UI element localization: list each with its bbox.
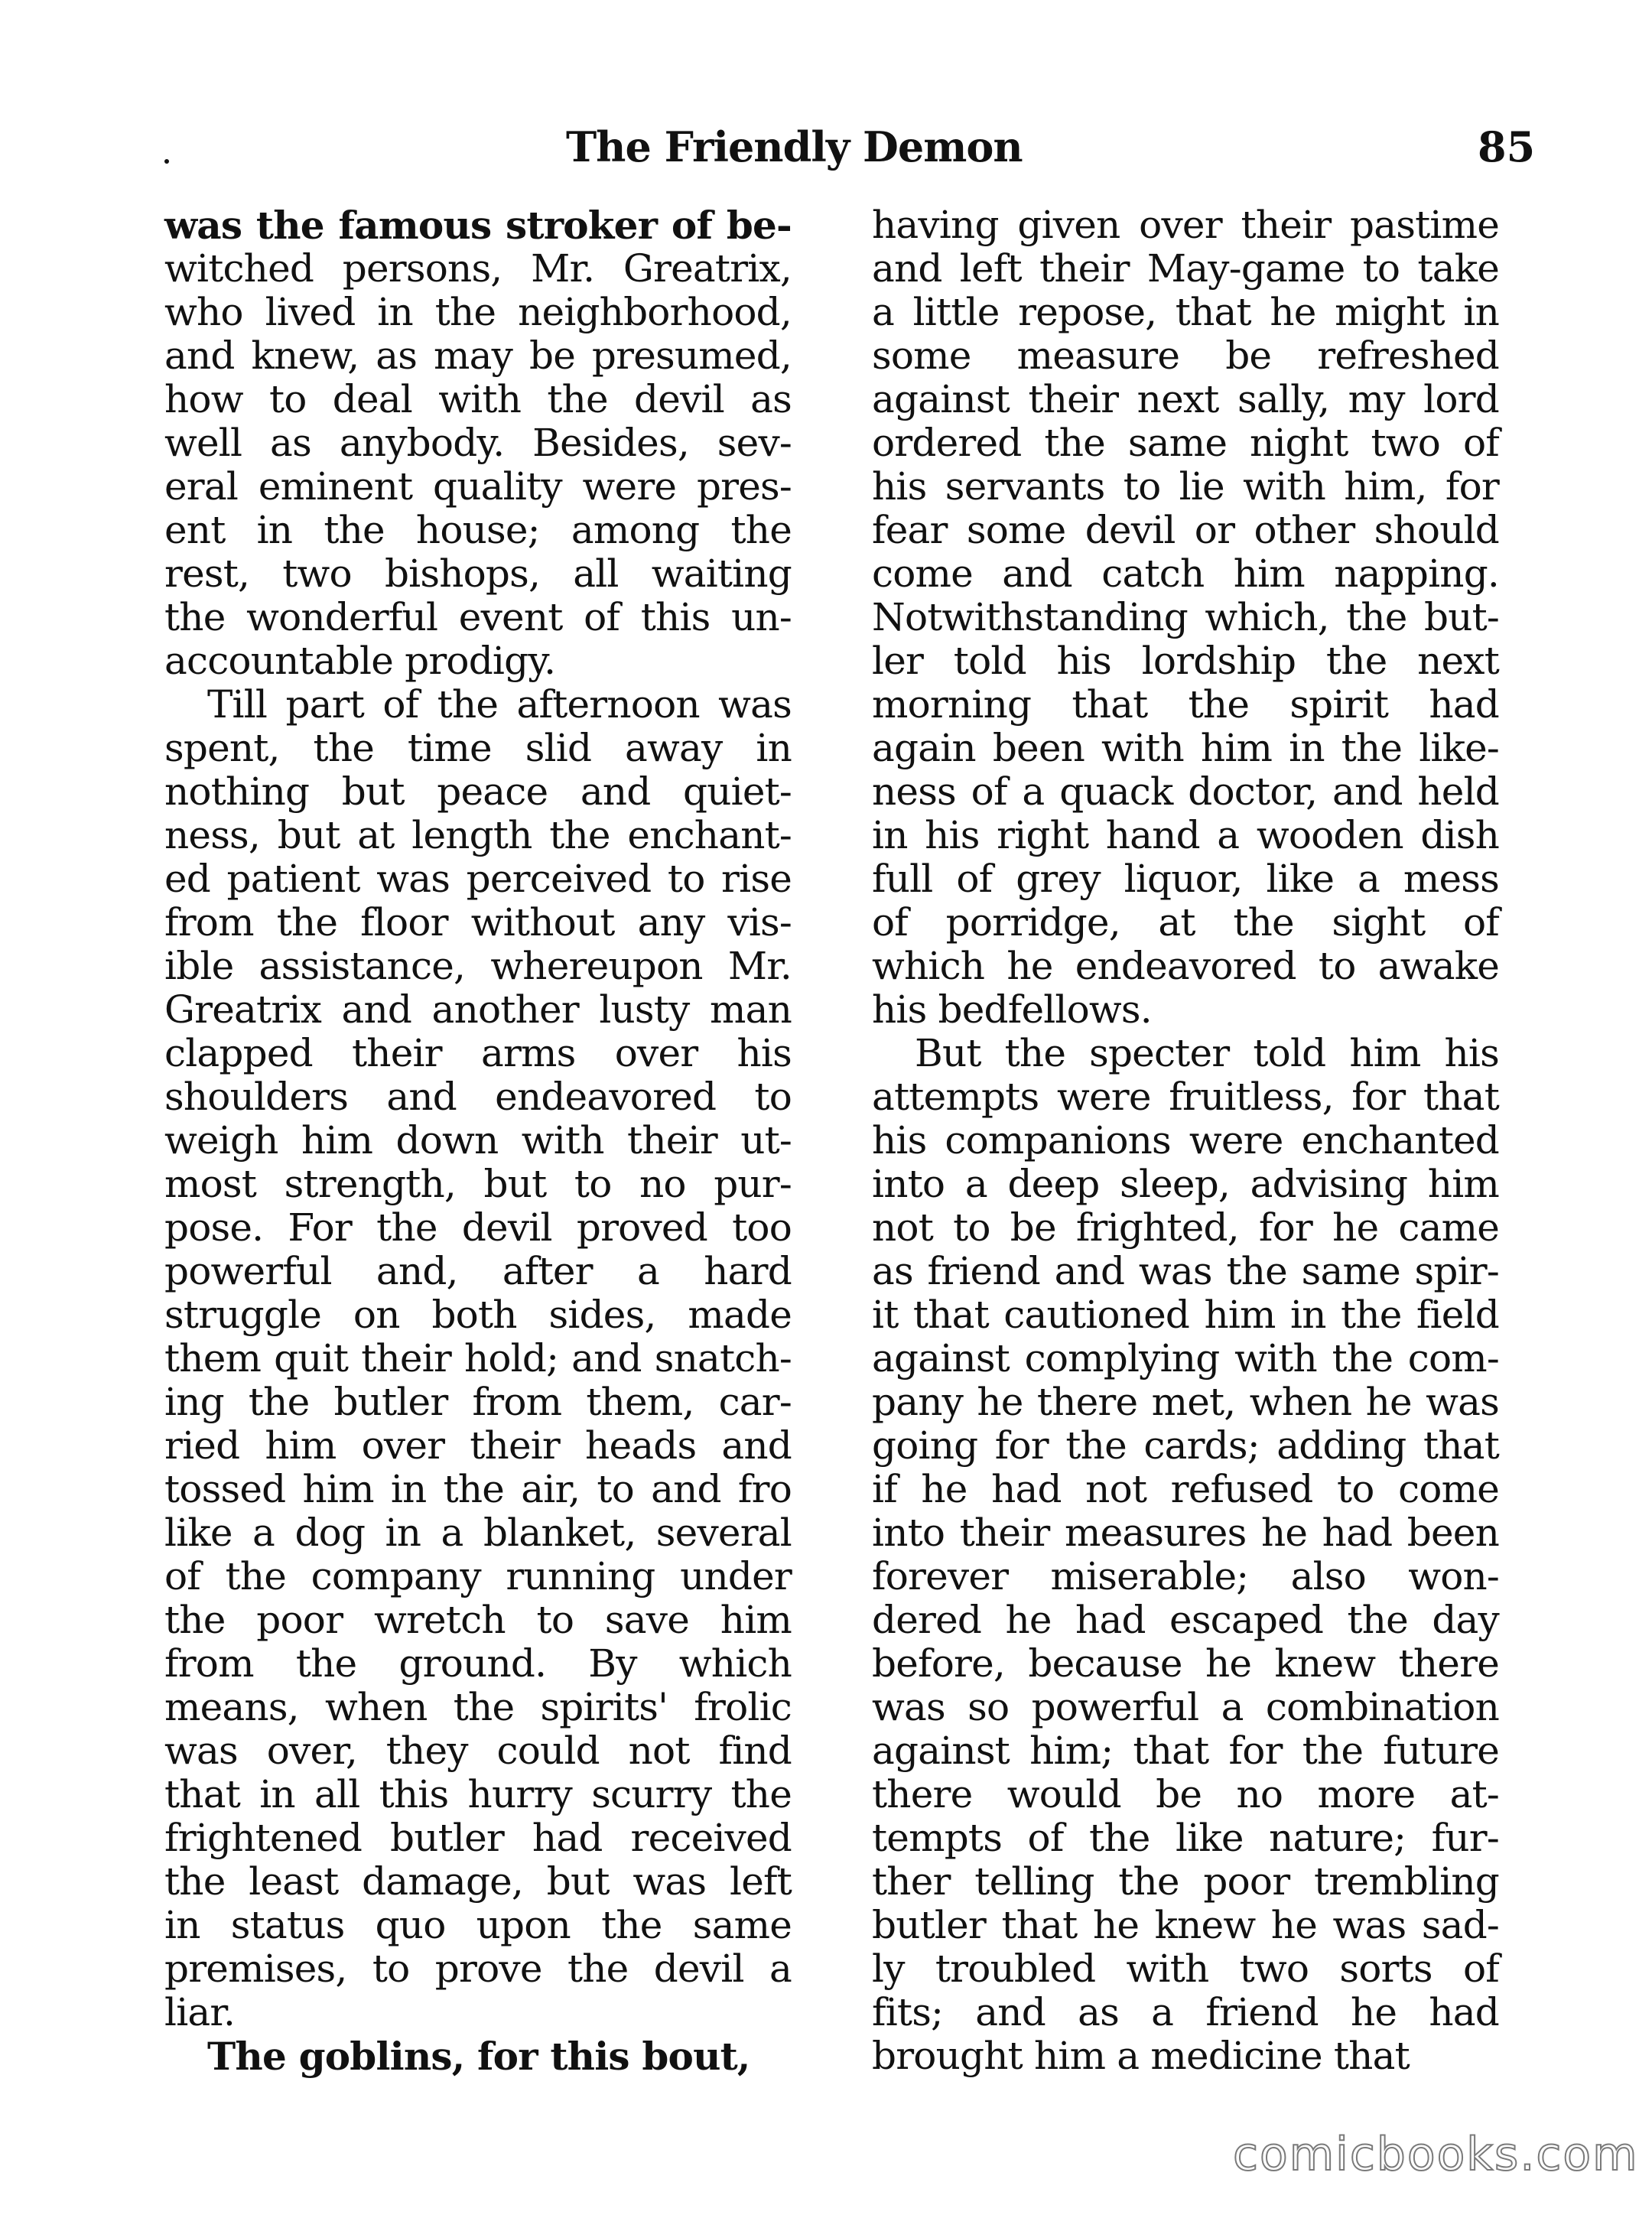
text-line: ing the butler from them, car- — [164, 1380, 792, 1424]
page-number: 85 — [1478, 122, 1536, 171]
text-line: again been with him in the like- — [872, 726, 1499, 770]
text-line: The goblins, for this bout, — [207, 2034, 750, 2079]
text-line: against complying with the com- — [872, 1336, 1499, 1381]
right-column — [872, 203, 1499, 2078]
text-line: ness, but at length the enchant- — [164, 813, 792, 857]
text-line: like a dog in a blanket, several — [164, 1511, 792, 1555]
text-line: not to be frighted, for he came — [872, 1205, 1499, 1250]
text-line: ible assistance, whereupon Mr. — [164, 944, 792, 988]
text-line: pose. For the devil proved too — [164, 1205, 792, 1250]
text-line: his bedfellows. — [872, 987, 1152, 1032]
text-line: there would be no more at- — [872, 1772, 1499, 1816]
text-line: ed patient was perceived to rise — [164, 857, 792, 901]
text-line: how to deal with the devil as — [164, 377, 792, 421]
text-line: the poor wretch to save him — [164, 1598, 792, 1642]
text-line: of the company running under — [164, 1554, 792, 1598]
text-line: was so powerful a combination — [872, 1685, 1499, 1729]
text-line: shoulders and endeavored to — [164, 1075, 792, 1119]
text-line: accountable prodigy. — [164, 639, 556, 683]
text-line: brought him a medicine that — [872, 2034, 1410, 2078]
text-line: against him; that for the future — [872, 1729, 1499, 1773]
text-line: come and catch him napping. — [872, 551, 1499, 596]
text-line: before, because he knew there — [872, 1641, 1499, 1686]
text-line: ness of a quack doctor, and held — [872, 769, 1499, 814]
text-line: frightened butler had received — [164, 1816, 792, 1860]
text-line: morning that the spirit had — [872, 682, 1499, 727]
text-line: fear some devil or other should — [872, 508, 1499, 552]
text-line: of porridge, at the sight of — [872, 900, 1499, 945]
text-line: was the famous stroker of be- — [164, 203, 792, 248]
text-line: dered he had escaped the day — [872, 1598, 1499, 1642]
text-line: attempts were fruitless, for that — [872, 1075, 1499, 1119]
text-line: But the specter told him his — [915, 1031, 1499, 1075]
text-line: a little repose, that he might in — [872, 290, 1499, 334]
text-line: that in all this hurry scurry the — [164, 1772, 792, 1816]
text-line: the wonderful event of this un- — [164, 595, 792, 639]
text-line: ordered the same night two of — [872, 421, 1499, 465]
text-line: his servants to lie with him, for — [872, 464, 1499, 509]
text-line: into their measures he had been — [872, 1511, 1499, 1555]
text-line: well as anybody. Besides, sev- — [164, 421, 792, 465]
text-line: ent in the house; among the — [164, 508, 792, 552]
text-line: tossed him in the air, to and fro — [164, 1467, 792, 1511]
text-line: tempts of the like nature; fur- — [872, 1816, 1499, 1860]
text-line: some measure be refreshed — [872, 333, 1499, 378]
text-line: full of grey liquor, like a mess — [872, 857, 1499, 901]
text-line: which he endeavored to awake — [872, 944, 1499, 988]
text-line: them quit their hold; and snatch- — [164, 1336, 792, 1381]
text-line: against their next sally, my lord — [872, 377, 1499, 421]
text-line: struggle on both sides, made — [164, 1293, 792, 1337]
text-line: clapped their arms over his — [164, 1031, 792, 1075]
text-line: fits; and as a friend he had — [872, 1990, 1499, 2034]
text-line: his companions were enchanted — [872, 1118, 1499, 1163]
text-line: as friend and was the same spir- — [872, 1249, 1499, 1293]
text-line: who lived in the neighborhood, — [164, 290, 792, 334]
text-line: most strength, but to no pur- — [164, 1162, 792, 1206]
text-line: liar. — [164, 1990, 236, 2034]
text-line: Greatrix and another lusty man — [164, 987, 792, 1032]
text-line: eral eminent quality were pres- — [164, 464, 792, 509]
left-column — [164, 203, 792, 2078]
text-line: rest, two bishops, all waiting — [164, 551, 792, 596]
text-line: powerful and, after a hard — [164, 1249, 792, 1293]
text-line: in status quo upon the same — [164, 1903, 792, 1947]
text-line: and left their May-game to take — [872, 246, 1499, 291]
text-line: from the floor without any vis- — [164, 900, 792, 945]
text-line: pany he there met, when he was — [872, 1380, 1499, 1424]
text-line: witched persons, Mr. Greatrix, — [164, 246, 792, 291]
text-line: having given over their pastime — [872, 203, 1499, 247]
text-line: ler told his lordship the next — [872, 639, 1499, 683]
text-line: butler that he knew he was sad- — [872, 1903, 1499, 1947]
text-line: Till part of the afternoon was — [207, 682, 792, 727]
text-line: into a deep sleep, advising him — [872, 1162, 1499, 1206]
text-line: nothing but peace and quiet- — [164, 769, 792, 814]
text-line: going for the cards; adding that — [872, 1423, 1499, 1468]
print-speck — [164, 159, 169, 164]
running-head: The Friendly Demon — [566, 122, 1023, 171]
text-line: means, when the spirits' frolic — [164, 1685, 792, 1729]
text-line: ly troubled with two sorts of — [872, 1946, 1499, 1991]
text-line: weigh him down with their ut- — [164, 1118, 792, 1163]
text-line: forever miserable; also won- — [872, 1554, 1499, 1598]
text-line: from the ground. By which — [164, 1641, 792, 1686]
text-line: premises, to prove the devil a — [164, 1946, 792, 1991]
text-line: ther telling the poor trembling — [872, 1859, 1499, 1904]
text-line: spent, the time slid away in — [164, 726, 792, 770]
text-line: was over, they could not find — [164, 1729, 792, 1773]
text-line: ried him over their heads and — [164, 1423, 792, 1468]
text-line: in his right hand a wooden dish — [872, 813, 1499, 857]
text-line: it that cautioned him in the field — [872, 1293, 1499, 1337]
text-line: if he had not refused to come — [872, 1467, 1499, 1511]
text-line: and knew, as may be presumed, — [164, 333, 792, 378]
watermark-logo: comicbooks.com — [1233, 2128, 1639, 2181]
text-line: the least damage, but was left — [164, 1859, 792, 1904]
text-line: Notwithstanding which, the but- — [872, 595, 1499, 639]
